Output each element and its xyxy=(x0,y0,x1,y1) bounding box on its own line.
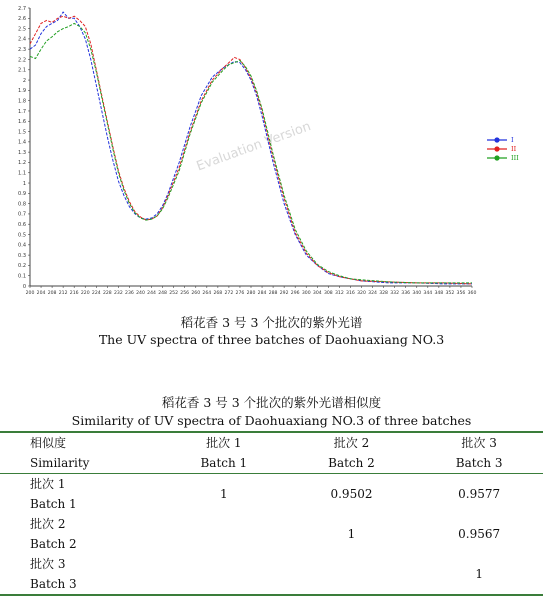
x-tick-label: 308 xyxy=(323,291,333,296)
x-tick-label: 208 xyxy=(47,291,57,296)
header-cell: Batch 3 xyxy=(455,456,503,470)
table-row xyxy=(0,554,543,574)
x-tick-label: 348 xyxy=(434,291,444,296)
x-tick-label: 264 xyxy=(202,291,212,296)
legend-label: II xyxy=(511,145,517,153)
table-cell: 1 xyxy=(475,567,483,581)
y-tick-label: 1.3 xyxy=(18,149,26,156)
x-tick-label: 228 xyxy=(102,291,112,296)
y-tick-label: 1.1 xyxy=(18,170,26,177)
x-tick-label: 360 xyxy=(467,291,477,296)
x-tick-label: 220 xyxy=(80,291,90,296)
header-cell: 批次 3 xyxy=(461,436,497,450)
table-header-en-row xyxy=(0,453,543,474)
x-tick-label: 224 xyxy=(91,291,101,296)
x-tick-label: 336 xyxy=(401,291,411,296)
x-tick-label: 204 xyxy=(36,291,46,296)
y-tick-label: 1.2 xyxy=(18,160,26,167)
x-tick-label: 232 xyxy=(114,291,123,296)
row-label-cn: 批次 3 xyxy=(30,557,66,571)
x-tick-label: 276 xyxy=(235,291,245,296)
y-tick-label: 0.1 xyxy=(18,273,26,280)
row-label-en: Batch 2 xyxy=(30,537,77,551)
table-cell: 0.9567 xyxy=(458,527,501,541)
y-tick-label: 1.9 xyxy=(18,88,26,95)
table-caption-cn: 稻花香 3 号 3 个批次的紫外光谱相似度 xyxy=(161,395,382,410)
table-caption-en: Similarity of UV spectra of Daohuaxiang NO.3 of three batches xyxy=(71,413,472,428)
y-tick-label: 0.5 xyxy=(18,232,26,239)
y-tick-label: 0.2 xyxy=(18,263,26,270)
x-tick-label: 312 xyxy=(335,291,344,296)
y-tick-label: 0.9 xyxy=(18,191,26,198)
x-tick-label: 284 xyxy=(257,291,267,296)
y-tick-label: 2.7 xyxy=(18,5,26,12)
table-cell: 1 xyxy=(220,487,228,501)
legend-marker xyxy=(494,137,499,142)
table-cell: 0.9577 xyxy=(458,487,501,501)
legend-marker xyxy=(494,146,499,151)
x-tick-label: 344 xyxy=(423,291,433,296)
x-tick-label: 332 xyxy=(390,291,400,296)
row-label-cn: 批次 2 xyxy=(30,517,66,531)
similarity-table xyxy=(0,431,543,596)
watermark-text: Evaluation Version xyxy=(194,119,313,175)
table-header-cn-row xyxy=(0,432,543,453)
y-tick-label: 2 xyxy=(22,77,26,84)
y-tick-label: 1.7 xyxy=(18,108,26,115)
x-tick-label: 268 xyxy=(213,291,223,296)
x-tick-label: 200 xyxy=(25,291,35,296)
y-tick-label: 0.8 xyxy=(18,201,26,208)
legend-label: III xyxy=(511,154,519,162)
x-tick-label: 216 xyxy=(69,291,79,296)
y-tick-label: 2.5 xyxy=(18,26,26,33)
x-tick-label: 280 xyxy=(246,291,256,296)
x-tick-label: 304 xyxy=(312,291,322,296)
y-tick-label: 0.6 xyxy=(18,222,26,229)
y-tick-label: 1.4 xyxy=(18,139,26,146)
x-tick-label: 288 xyxy=(268,291,278,296)
y-tick-label: 2.2 xyxy=(18,57,26,64)
x-tick-label: 256 xyxy=(180,291,190,296)
table-cell xyxy=(160,514,288,554)
y-tick-label: 1.6 xyxy=(18,119,26,126)
y-tick-label: 1 xyxy=(22,180,26,187)
y-tick-label: 0.7 xyxy=(18,211,26,218)
x-tick-label: 324 xyxy=(368,291,377,296)
table-cell xyxy=(160,554,288,595)
y-tick-label: 0.4 xyxy=(18,242,26,249)
header-cell: Batch 1 xyxy=(200,456,248,470)
header-cell: 批次 1 xyxy=(206,436,242,450)
legend-marker xyxy=(494,155,499,160)
row-label-cn: 批次 1 xyxy=(30,477,66,491)
x-tick-label: 352 xyxy=(445,291,455,296)
x-tick-label: 248 xyxy=(158,291,167,296)
header-cell: 批次 2 xyxy=(333,436,370,450)
header-cell: Batch 2 xyxy=(328,456,375,470)
y-tick-label: 1.8 xyxy=(18,98,26,105)
y-tick-label: 1.5 xyxy=(18,129,26,136)
x-tick-label: 272 xyxy=(224,291,234,296)
x-tick-label: 252 xyxy=(169,291,179,296)
x-tick-label: 240 xyxy=(136,291,145,296)
x-tick-label: 356 xyxy=(456,291,466,296)
header-cell: 相似度 xyxy=(30,436,67,450)
x-tick-label: 244 xyxy=(147,291,156,296)
x-tick-label: 316 xyxy=(346,291,355,296)
chart-caption-cn: 稻花香 3 号 3 个批次的紫外光谱 xyxy=(180,315,363,330)
table-row xyxy=(0,474,543,495)
y-tick-label: 2.4 xyxy=(18,36,26,43)
table-cell: 0.9502 xyxy=(330,487,373,501)
y-tick-label: 0.3 xyxy=(18,252,26,259)
table-cell xyxy=(288,554,416,595)
legend-label: I xyxy=(511,136,514,144)
x-tick-label: 320 xyxy=(357,291,366,296)
x-tick-label: 340 xyxy=(412,291,422,296)
row-label-en: Batch 3 xyxy=(30,577,77,591)
table-cell: 1 xyxy=(347,527,356,541)
x-tick-label: 236 xyxy=(125,291,134,296)
x-tick-label: 300 xyxy=(301,291,311,296)
y-tick-label: 2.1 xyxy=(18,67,26,74)
row-label-en: Batch 1 xyxy=(30,497,77,511)
x-tick-label: 212 xyxy=(58,291,68,296)
x-tick-label: 328 xyxy=(379,291,388,296)
y-tick-label: 2.6 xyxy=(18,16,26,23)
y-tick-label: 2.3 xyxy=(18,46,26,53)
x-tick-label: 292 xyxy=(279,291,289,296)
y-tick-label: 0 xyxy=(22,283,26,290)
x-tick-label: 260 xyxy=(191,291,201,296)
header-cell: Similarity xyxy=(30,456,90,470)
x-tick-label: 296 xyxy=(290,291,300,296)
table-row xyxy=(0,514,543,534)
chart-caption-en: The UV spectra of three batches of Daohuaxiang NO.3 xyxy=(98,332,445,347)
